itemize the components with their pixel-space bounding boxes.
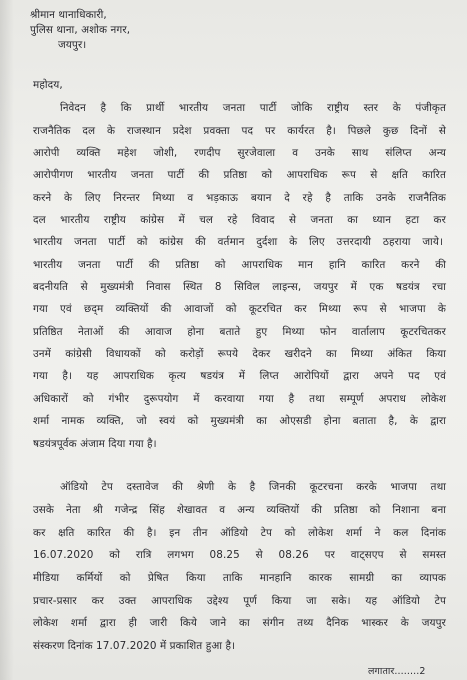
para1-line: शर्मा नामक व्यक्ति, जो स्वयं को मुख्यमंत्री का ओएसडी होना बताता है, के द्वारा	[33, 415, 446, 427]
para2-line: उसके नेता श्री गजेन्द्र सिंह शेखावत व अन्य व्यक्तियों की प्रतिष्ठा को निशाना बना	[33, 504, 446, 516]
para1-line: करने के लिए निरन्तर मिथ्या व भड़काऊ बयान दे रहे है ताकि उनके राजनैतिक	[33, 192, 446, 204]
para1-line: उनमें कांग्रेसी विधायकों को करोड़ों रूपये देकर खरीदने का मिथ्या अंकित किया	[33, 348, 446, 360]
para2-line: कर क्षति कारित की है। इन तीन ऑडियो टेप को लोकेश शर्मा ने कल दिनांक	[33, 527, 446, 539]
para1-line: निवेदन है कि प्रार्थी भारतीय जनता पार्टी जोकि राष्ट्रीय स्तर के पंजीकृत	[60, 102, 446, 114]
para2-line: लोकेश शर्मा द्वारा ही जारी किये जाने का संगीन तथ्य दैनिक भास्कर के जयपुर	[33, 617, 446, 629]
para2-line: ऑडियो टेप दस्तावेज की श्रेणी के है जिनकी कूटरचना करके भाजपा तथा	[60, 481, 446, 493]
para1-line: आरोपी व्यक्ति महेश जोशी, रणदीप सुरजेवाला व उनके साथ संलिप्त अन्य	[33, 147, 446, 159]
para2-line: संस्करण दिनांक 17.07.2020 में प्रकाशित हुआ है।	[33, 640, 236, 652]
para1-line: गया है। यह आपराधिक कृत्य षडयंत्र में लिप्त आरोपियों द्वारा अपने पद एवं	[33, 370, 446, 382]
continued-note: लगातार........2	[368, 666, 426, 677]
para2-line: मीडिया कर्मियों को प्रेषित किया ताकि मानहानि कारक सामग्री का व्यापक	[33, 572, 446, 584]
address-line-2: पुलिस थाना, अशोक नगर,	[30, 24, 131, 36]
para1-line: भारतीय जनता पार्टी की प्रतिष्ठा को आपराधिक मान हानि कारित करने की	[33, 259, 446, 271]
address-line-3: जयपुर।	[58, 39, 87, 51]
para1-line: राजनैतिक दल के राजस्थान प्रदेश प्रवक्ता पद पर कार्यरत है। पिछले कुछ दिनों से	[33, 125, 446, 137]
para1-line: बदनीयति से मुख्यमंत्री निवास स्थित 8 सिविल लाइन्स, जयपुर में एक षडयंत्र रचा	[33, 281, 446, 293]
address-line-1: श्रीमान थानाधिकारी,	[30, 9, 107, 21]
para1-line: प्रतिष्ठित नेताओं की आवाज होना बताते हुए मिथ्या फोन वार्तालाप कूटरचितकर	[33, 326, 446, 338]
para2-line: प्रचार-प्रसार कर उक्त आपराधिक उद्देश्य पूर्ण किया जा सके। यह ऑडियो टेप	[33, 595, 446, 607]
para1-line: गया एवं छद्‌म व्यक्तियों की आवाजों को कूटरचित कर मिथ्या रूप से भाजपा के	[33, 303, 446, 315]
para1-line: अधिकारों को गंभीर दुरूपयोग में करवाया गया है तथा सम्पूर्ण अपराध लोकेश	[33, 393, 446, 405]
page-shadow	[0, 0, 14, 680]
para1-line: आरोपीगण भारतीय जनता पार्टी की प्रतिष्ठा को आपराधिक रूप से क्षति कारित	[33, 169, 446, 181]
para1-line: षडयंत्रपूर्वक अंजाम दिया गया है।	[33, 438, 157, 450]
para2-line: 16.07.2020 को रात्रि लगभग 08.25 से 08.26 पर वाट्सएप से समस्त	[33, 549, 446, 561]
para1-line: भारतीय जनता पार्टी को कांग्रेस की वर्तमान दुर्दशा के लिए उत्तरदायी ठहराया जाये।	[33, 236, 443, 248]
salutation: महोदय,	[33, 79, 63, 91]
para1-line: दल भारतीय राष्ट्रीय कांग्रेस में चल रहे विवाद से जनता का ध्यान हटा कर	[33, 214, 446, 226]
